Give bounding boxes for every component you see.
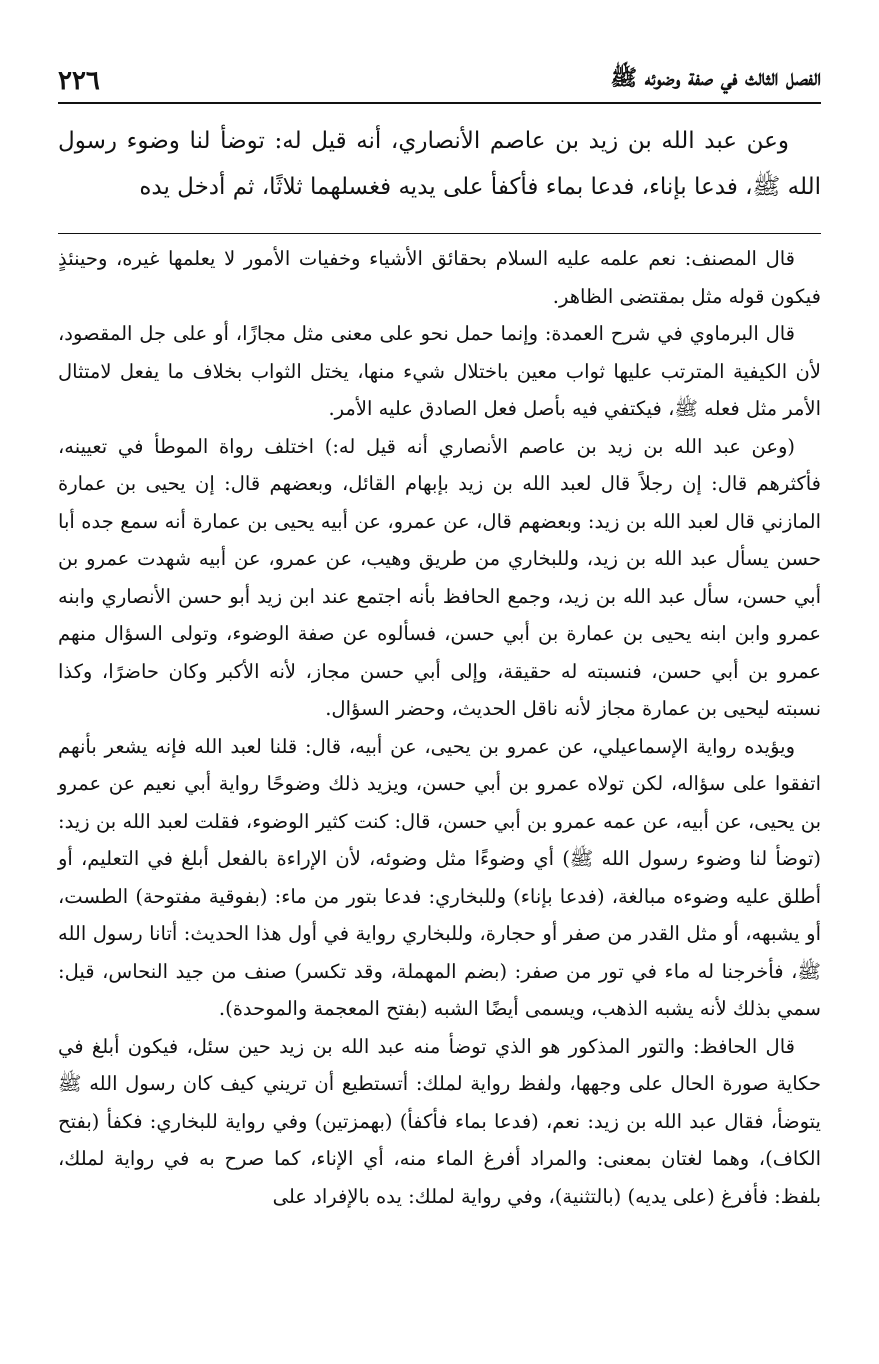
section-divider bbox=[58, 233, 821, 234]
commentary-paragraph: ويؤيده رواية الإسماعيلي، عن عمرو بن يحيى، عن أبيه، قال: قلنا لعبد الله فإنه يشعر بأنهم اتفقوا على سؤاله، لكن تولاه عمرو بن أبي حسن، ويزيد ذلك وضوحًا رواية أبي نعيم عن عمرو بن يحيى، عن أبيه، عن عمه عمرو بن أبي حسن، قال: كنت كثير الوضوء، فقلت لعبد الله بن زيد: (توضأ لنا وضوء رسول الله ﷺ) أي وضوءًا مثل وضوئه، لأن الإراءة بالفعل أبلغ في التعليم، أو أطلق عليه وضوءه مبالغة، (فدعا بإناء) وللبخاري: فدعا بتور من ماء: (بفوقية مفتوحة) الطست، أو يشبهه، أو مثل القدر من صفر أو حجارة، وللبخاري رواية في أول هذا الحديث: أتانا رسول الله ﷺ، فأخرجنا له ماء في تور من صفر: (بضم المهملة، وقد تكسر) صنف من جيد النحاس، قيل: سمي بذلك لأنه يشبه الذهب، ويسمى أيضًا الشبه (بفتح المعجمة والموحدة). bbox=[58, 734, 821, 1020]
page-number: ٢٢٦ bbox=[58, 66, 100, 96]
commentary-paragraph: قال المصنف: نعم علمه عليه السلام بحقائق الأشياء وخفيات الأمور لا يعلمها غيره، وحينئذٍ فيكون قوله مثل بمقتضى الظاهر. bbox=[58, 247, 821, 308]
commentary-paragraph: قال الحافظ: والتور المذكور هو الذي توضأ منه عبد الله بن زيد حين سئل، فيكون أبلغ في حكاية صورة الحال على وجهها، ولفظ رواية لملك: أتستطيع أن تريني كيف كان رسول الله ﷺ يتوضأ، فقال عبد الله بن زيد: نعم، (فدعا بماء فأكفأ) (بهمزتين) وفي رواية للبخاري: فكفأ (بفتح الكاف)، وهما لغتان بمعنى: والمراد أفرغ الماء منه، أي الإناء، كما صرح به في رواية لملك، بلفظ: فأفرغ (على يديه) (بالتثنية)، وفي رواية لملك: يده بالإفراد على bbox=[58, 1034, 821, 1208]
chapter-title: الفصل الثالث في صفة وضوئه ﷺ bbox=[610, 65, 821, 91]
commentary-paragraph: (وعن عبد الله بن زيد بن عاصم الأنصاري أنه قيل له:) اختلف رواة الموطأ في تعيينه، فأكثرهم قال: إن رجلاً قال لعبد الله بن زيد بإبهام القائل، وبعضهم قال: إن يحيى بن عمارة المازني قال لعبد الله بن زيد: وبعضهم قال، عن عمرو، عن أبيه يحيى بن عمارة أنه سمع جده أبا حسن يسأل عبد الله بن زيد، وللبخاري من طريق وهيب، عن عمرو، عن أبيه شهدت عمرو بن أبي حسن، سأل عبد الله بن زيد، وجمع الحافظ بأنه اجتمع عند ابن زيد أبو حسن الأنصاري وابنه عمرو وابن ابنه يحيى بن عمارة بن أبي حسن، فسألوه عن صفة الوضوء، وتولى السؤال منهم عمرو بن أبي حسن، فنسبته له حقيقة، وإلى أبي حسن مجاز، لأنه الأكبر وكان حاضرًا، وكذا نسبته ليحيى بن عمارة مجاز لأنه ناقل الحديث، وحضر السؤال. bbox=[58, 434, 821, 720]
running-header bbox=[58, 58, 821, 104]
hadith-text: وعن عبد الله بن زيد بن عاصم الأنصاري، أنه قيل له: توضأ لنا وضوء رسول الله ﷺ، فدعا بإناء، فدعا بماء فأكفأ على يديه فغسلهما ثلاثًا، ثم أدخل يده bbox=[58, 128, 821, 200]
commentary-paragraph: قال البرماوي في شرح العمدة: وإنما حمل نحو على معنى مثل مجازًا، أو على جل المقصود، لأن الكيفية المترتب عليها ثواب معين باختلال شيء منها، يختل الثواب بخلاف ما يفعل لامتثال الأمر مثل فعله ﷺ، فيكتفي فيه بأصل فعل الصادق عليه الأمر. bbox=[58, 322, 821, 420]
commentary-section bbox=[58, 240, 821, 1215]
